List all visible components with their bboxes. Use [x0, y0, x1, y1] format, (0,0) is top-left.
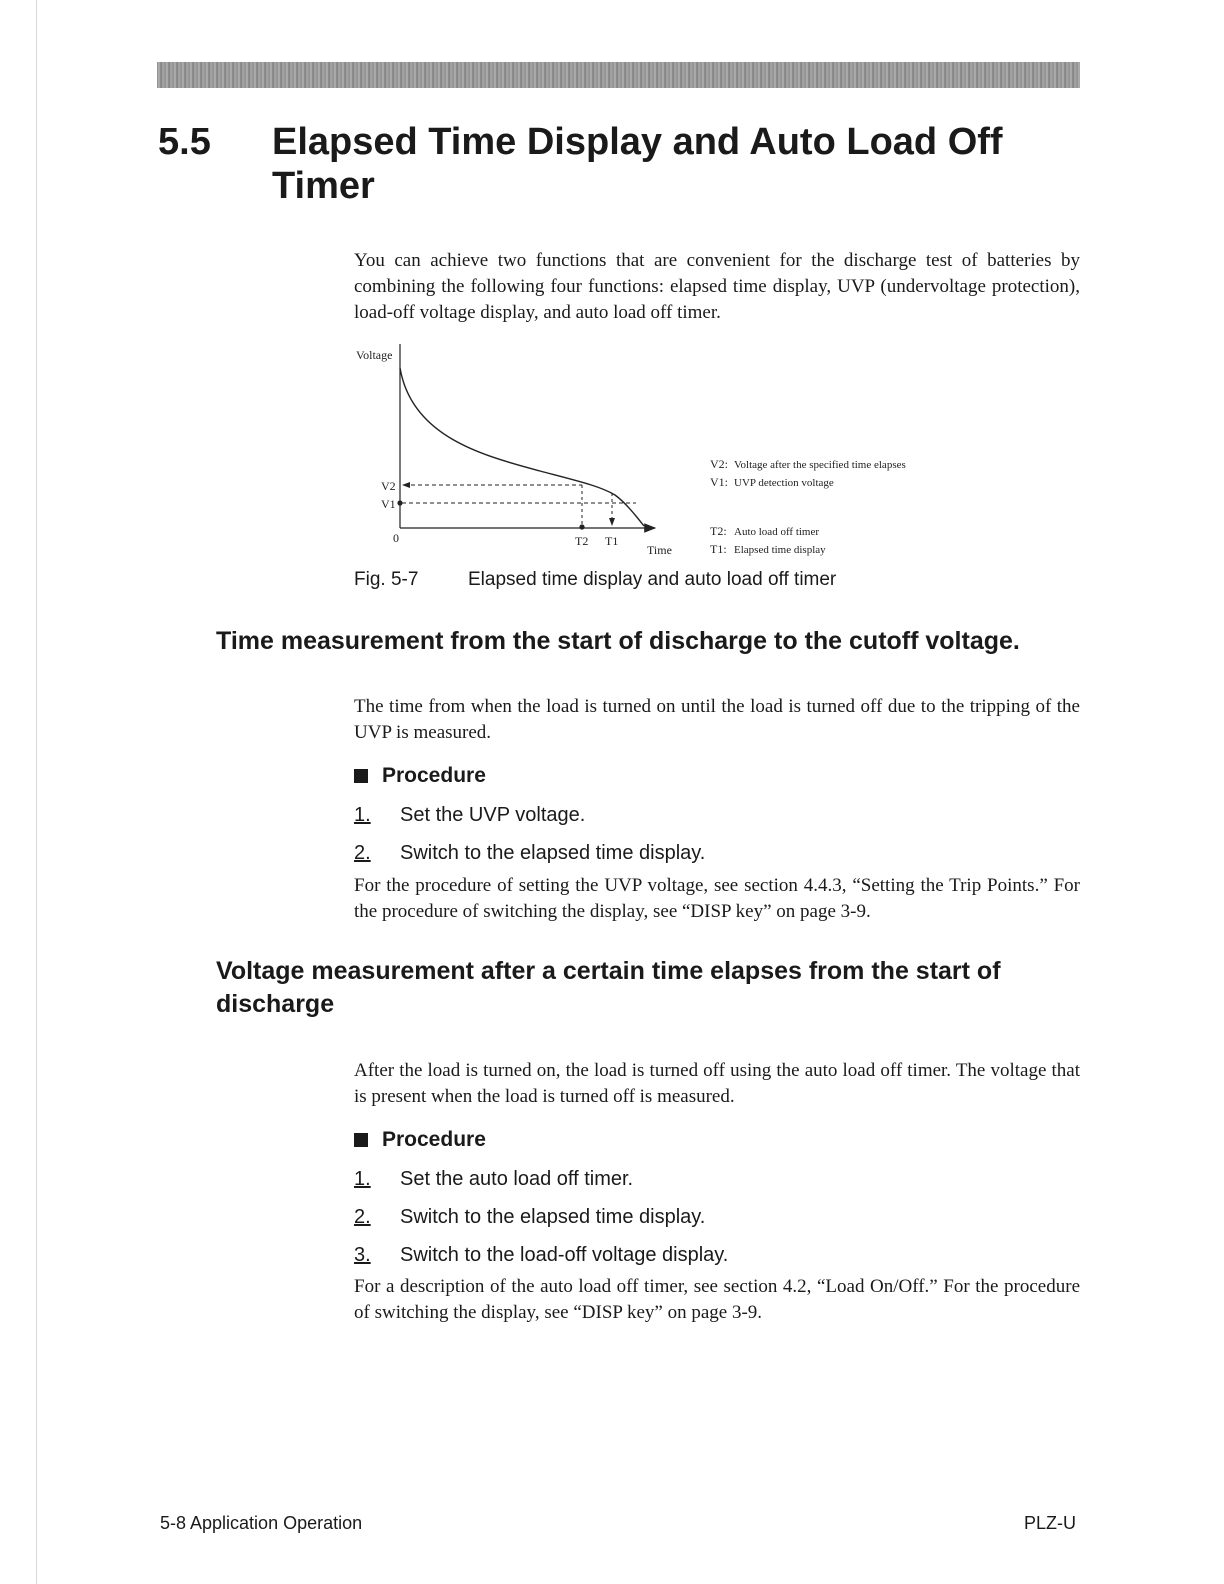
step-number: 2. [354, 1206, 371, 1228]
origin-label: 0 [393, 531, 399, 545]
bullet-square-icon [354, 769, 368, 783]
bullet-square-icon [354, 1133, 368, 1147]
x-axis-label: Time [647, 543, 672, 557]
subsection2-text: After the load is turned on, the load is turned off using the auto load off timer. The voltage that is present when the load is turned off is measured. [354, 1060, 1080, 1107]
step-number: 3. [354, 1244, 371, 1266]
legend-v1-key: V1: [710, 475, 728, 489]
figure-caption-text: Elapsed time display and auto load off timer [468, 569, 837, 590]
subsection1-heading: Time measurement from the start of discharge to the cutoff voltage. [216, 627, 1020, 655]
subsection1-step-1 [354, 802, 585, 828]
subsection1-procedure [354, 762, 486, 790]
legend-t1-key: T1: [710, 542, 727, 556]
v1-point [397, 500, 402, 505]
subsection1-text: The time from when the load is turned on until the load is turned off due to the tripping of the UVP is measured. [354, 696, 1080, 743]
t2-point [579, 524, 584, 529]
v2-arrowhead [402, 482, 410, 488]
subsection1-step-2 [354, 840, 705, 866]
step-number: 1. [354, 1168, 371, 1190]
subsection2-step-3 [354, 1242, 728, 1268]
subsection1-note: For the procedure of setting the UVP voltage, see section 4.4.3, “Setting the Trip Points.” For the procedure of switching the display, see “DISP key” on page 3-9. [354, 875, 1080, 922]
step-text: Switch to the elapsed time display. [400, 842, 706, 864]
legend-v1-text: UVP detection voltage [734, 477, 834, 489]
legend-v2-text: Voltage after the specified time elapses [734, 459, 906, 471]
step-text: Set the UVP voltage. [400, 804, 586, 826]
legend-t1-text: Elapsed time display [734, 544, 826, 556]
procedure-label: Procedure [382, 1128, 486, 1151]
figure-number: Fig. 5-7 [354, 569, 419, 590]
intro-paragraph: You can achieve two functions that are convenient for the discharge test of batteries by combining the following four functions: elapsed time display, UVP (undervoltage protection), load-off voltage display, and auto load off timer. [354, 250, 1080, 323]
subsection2-heading: Voltage measurement after a certain time elapses from the start of discharge [216, 957, 1001, 1018]
footer-page-label: 5-8 Application Operation [160, 1513, 363, 1533]
header-bar [157, 62, 1080, 88]
step-text: Switch to the elapsed time display. [400, 1206, 706, 1228]
step-text: Set the auto load off timer. [400, 1168, 634, 1190]
legend-v2-key: V2: [710, 457, 728, 471]
page-margin-line [36, 0, 37, 1584]
t1-arrowhead [609, 518, 615, 526]
step-text: Switch to the load-off voltage display. [400, 1244, 729, 1266]
section-number: 5.5 [158, 121, 211, 163]
figure-caption [354, 568, 836, 592]
step-number: 1. [354, 804, 371, 826]
step-number: 2. [354, 842, 371, 864]
discharge-figure [350, 338, 950, 566]
subsection2-procedure [354, 1126, 486, 1154]
t1-marker: T1 [605, 534, 619, 548]
footer-model: PLZ-U [1024, 1513, 1077, 1533]
v2-marker: V2 [381, 479, 396, 493]
y-axis-label: Voltage [356, 348, 393, 362]
subsection2-step-2 [354, 1204, 705, 1230]
section-title: Elapsed Time Display and Auto Load Off Timer [272, 121, 1003, 207]
procedure-label: Procedure [382, 764, 486, 787]
legend-t2-key: T2: [710, 524, 727, 538]
v1-marker: V1 [381, 497, 396, 511]
subsection2-note: For a description of the auto load off timer, see section 4.2, “Load On/Off.” For the procedure of switching the display, see “DISP key” on page 3-9. [354, 1276, 1080, 1323]
t2-marker: T2 [575, 534, 589, 548]
subsection2-step-1 [354, 1166, 633, 1192]
discharge-curve [400, 368, 644, 526]
legend-t2-text: Auto load off timer [734, 526, 820, 538]
